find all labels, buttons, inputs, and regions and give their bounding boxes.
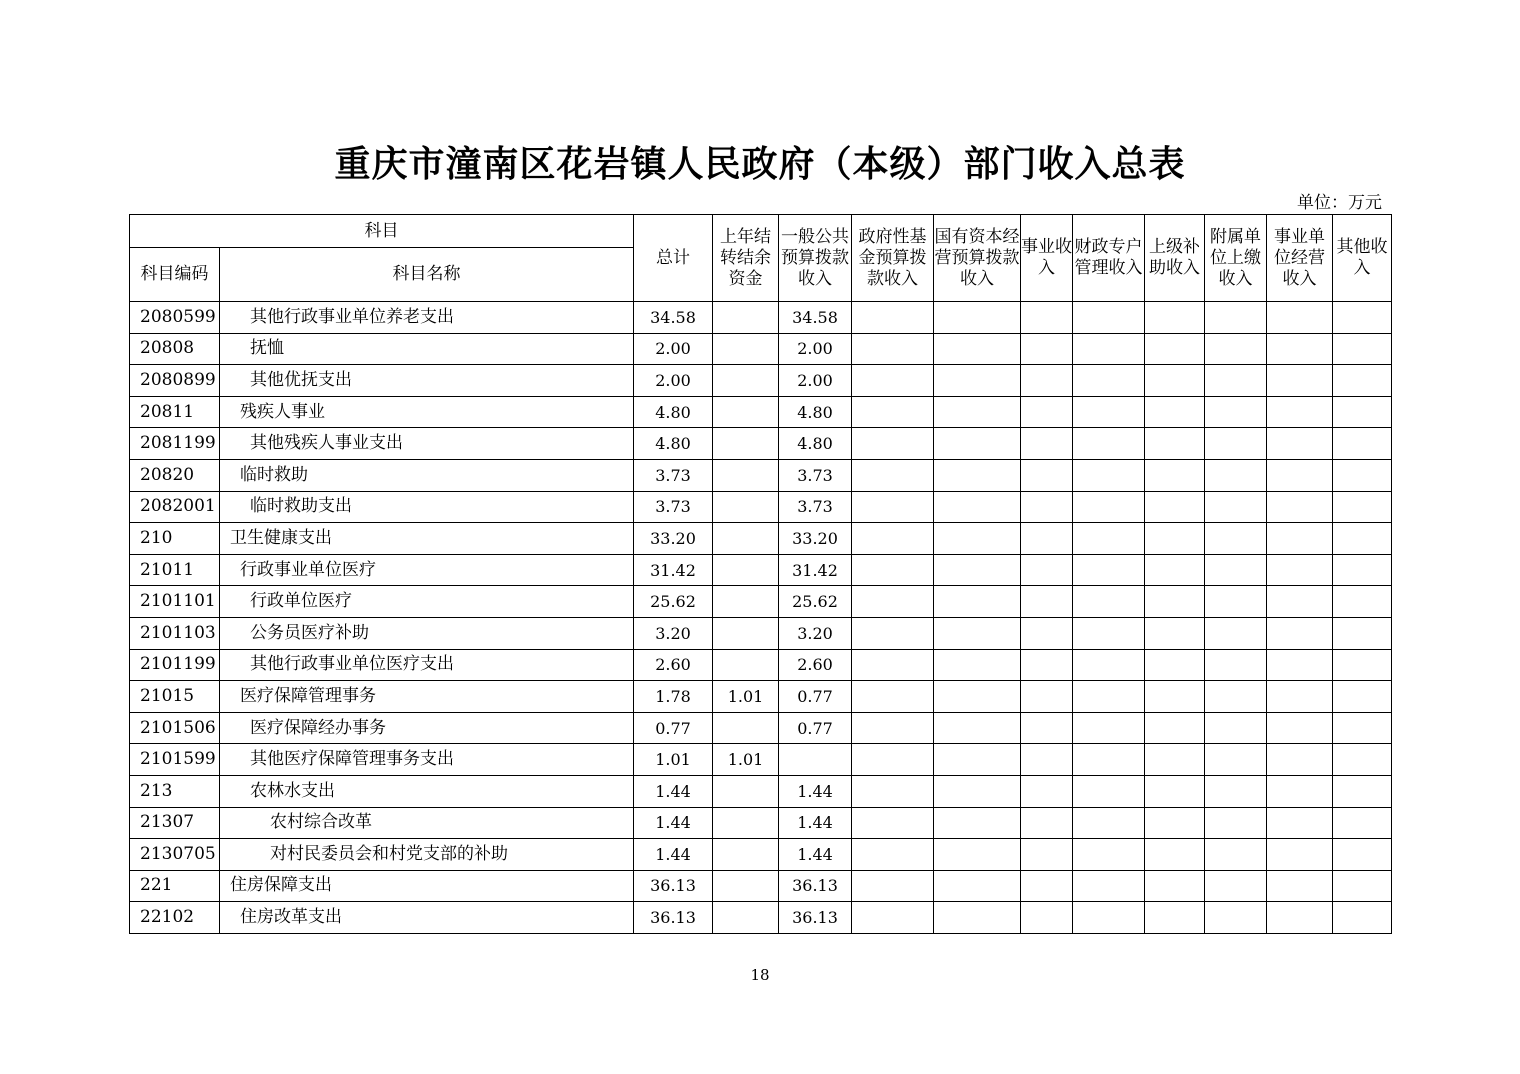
cell-code: 2101506	[130, 712, 220, 744]
table-row	[130, 428, 1392, 460]
cell-general-budget: 1.44	[779, 807, 852, 839]
header-total: 总计	[634, 215, 713, 302]
cell-fiscal-account	[1073, 523, 1145, 555]
cell-superior-subsidy	[1145, 554, 1205, 586]
cell-unit-operation	[1267, 491, 1333, 523]
cell-code: 2101103	[130, 617, 220, 649]
cell-other-income	[1333, 396, 1392, 428]
cell-business-income	[1021, 428, 1073, 460]
cell-general-budget: 2.00	[779, 365, 852, 397]
cell-superior-subsidy	[1145, 396, 1205, 428]
income-summary-table	[129, 214, 1392, 934]
cell-affiliated-remit	[1205, 681, 1267, 713]
cell-affiliated-remit	[1205, 617, 1267, 649]
cell-total: 1.01	[634, 744, 713, 776]
header-gov-fund: 政府性基金预算拨款收入	[852, 215, 934, 302]
cell-total: 31.42	[634, 554, 713, 586]
cell-other-income	[1333, 554, 1392, 586]
cell-carryover	[713, 775, 779, 807]
cell-affiliated-remit	[1205, 839, 1267, 871]
cell-total: 2.00	[634, 365, 713, 397]
cell-state-capital	[934, 523, 1021, 555]
cell-business-income	[1021, 712, 1073, 744]
cell-other-income	[1333, 333, 1392, 365]
table-row	[130, 554, 1392, 586]
cell-other-income	[1333, 712, 1392, 744]
cell-name: 其他优抚支出	[220, 365, 634, 397]
table-row	[130, 365, 1392, 397]
cell-gov-fund	[852, 365, 934, 397]
cell-code: 210	[130, 523, 220, 555]
cell-unit-operation	[1267, 523, 1333, 555]
header-code: 科目编码	[130, 248, 220, 302]
cell-total: 1.44	[634, 807, 713, 839]
table-row	[130, 523, 1392, 555]
cell-code: 2101101	[130, 586, 220, 618]
cell-general-budget: 4.80	[779, 396, 852, 428]
cell-carryover	[713, 839, 779, 871]
table-row	[130, 870, 1392, 902]
cell-business-income	[1021, 870, 1073, 902]
cell-business-income	[1021, 491, 1073, 523]
cell-gov-fund	[852, 775, 934, 807]
cell-total: 2.60	[634, 649, 713, 681]
cell-gov-fund	[852, 870, 934, 902]
cell-fiscal-account	[1073, 459, 1145, 491]
cell-fiscal-account	[1073, 870, 1145, 902]
cell-superior-subsidy	[1145, 491, 1205, 523]
cell-unit-operation	[1267, 870, 1333, 902]
cell-fiscal-account	[1073, 712, 1145, 744]
cell-total: 33.20	[634, 523, 713, 555]
cell-superior-subsidy	[1145, 902, 1205, 934]
cell-superior-subsidy	[1145, 617, 1205, 649]
cell-code: 20820	[130, 459, 220, 491]
cell-name: 农村综合改革	[220, 807, 634, 839]
cell-superior-subsidy	[1145, 839, 1205, 871]
cell-affiliated-remit	[1205, 712, 1267, 744]
cell-name: 住房改革支出	[220, 902, 634, 934]
cell-state-capital	[934, 333, 1021, 365]
cell-name: 残疾人事业	[220, 396, 634, 428]
header-subject: 科目	[130, 215, 634, 248]
cell-name: 卫生健康支出	[220, 523, 634, 555]
cell-gov-fund	[852, 586, 934, 618]
cell-affiliated-remit	[1205, 586, 1267, 618]
cell-fiscal-account	[1073, 807, 1145, 839]
cell-affiliated-remit	[1205, 302, 1267, 334]
cell-business-income	[1021, 775, 1073, 807]
cell-superior-subsidy	[1145, 712, 1205, 744]
cell-unit-operation	[1267, 586, 1333, 618]
cell-fiscal-account	[1073, 333, 1145, 365]
page-title: 重庆市潼南区花岩镇人民政府（本级）部门收入总表	[334, 143, 1186, 185]
cell-unit-operation	[1267, 428, 1333, 460]
cell-carryover	[713, 554, 779, 586]
header-unit-operation: 事业单位经营收入	[1267, 215, 1333, 302]
cell-state-capital	[934, 554, 1021, 586]
cell-gov-fund	[852, 333, 934, 365]
cell-code: 21015	[130, 681, 220, 713]
cell-name: 其他医疗保障管理事务支出	[220, 744, 634, 776]
cell-total: 0.77	[634, 712, 713, 744]
cell-gov-fund	[852, 491, 934, 523]
cell-superior-subsidy	[1145, 365, 1205, 397]
cell-state-capital	[934, 396, 1021, 428]
table-row	[130, 459, 1392, 491]
cell-name: 临时救助	[220, 459, 634, 491]
cell-general-budget: 0.77	[779, 712, 852, 744]
cell-affiliated-remit	[1205, 459, 1267, 491]
cell-total: 1.78	[634, 681, 713, 713]
cell-carryover: 1.01	[713, 744, 779, 776]
cell-carryover	[713, 459, 779, 491]
cell-other-income	[1333, 649, 1392, 681]
cell-gov-fund	[852, 807, 934, 839]
cell-other-income	[1333, 491, 1392, 523]
cell-other-income	[1333, 586, 1392, 618]
cell-other-income	[1333, 775, 1392, 807]
cell-gov-fund	[852, 396, 934, 428]
cell-state-capital	[934, 807, 1021, 839]
cell-carryover	[713, 902, 779, 934]
cell-business-income	[1021, 744, 1073, 776]
table-row	[130, 775, 1392, 807]
cell-general-budget	[779, 744, 852, 776]
unit-label: 单位：万元	[1297, 193, 1382, 213]
cell-gov-fund	[852, 617, 934, 649]
cell-general-budget: 33.20	[779, 523, 852, 555]
cell-state-capital	[934, 775, 1021, 807]
table-row	[130, 491, 1392, 523]
cell-gov-fund	[852, 681, 934, 713]
cell-gov-fund	[852, 839, 934, 871]
cell-carryover	[713, 617, 779, 649]
cell-unit-operation	[1267, 617, 1333, 649]
cell-state-capital	[934, 459, 1021, 491]
cell-name: 其他行政事业单位养老支出	[220, 302, 634, 334]
cell-state-capital	[934, 681, 1021, 713]
cell-superior-subsidy	[1145, 586, 1205, 618]
cell-superior-subsidy	[1145, 744, 1205, 776]
cell-total: 3.73	[634, 459, 713, 491]
cell-total: 4.80	[634, 396, 713, 428]
cell-gov-fund	[852, 744, 934, 776]
cell-superior-subsidy	[1145, 649, 1205, 681]
cell-superior-subsidy	[1145, 302, 1205, 334]
cell-name: 住房保障支出	[220, 870, 634, 902]
header-superior-subsidy: 上级补助收入	[1145, 215, 1205, 302]
cell-name: 对村民委员会和村党支部的补助	[220, 839, 634, 871]
cell-affiliated-remit	[1205, 428, 1267, 460]
cell-total: 1.44	[634, 839, 713, 871]
cell-fiscal-account	[1073, 554, 1145, 586]
cell-unit-operation	[1267, 712, 1333, 744]
header-business-income: 事业收入	[1021, 215, 1073, 302]
cell-name: 医疗保障管理事务	[220, 681, 634, 713]
cell-business-income	[1021, 902, 1073, 934]
cell-state-capital	[934, 744, 1021, 776]
cell-carryover: 1.01	[713, 681, 779, 713]
cell-code: 2081199	[130, 428, 220, 460]
cell-fiscal-account	[1073, 649, 1145, 681]
cell-unit-operation	[1267, 839, 1333, 871]
cell-code: 2082001	[130, 491, 220, 523]
cell-total: 36.13	[634, 870, 713, 902]
cell-name: 其他行政事业单位医疗支出	[220, 649, 634, 681]
cell-fiscal-account	[1073, 775, 1145, 807]
cell-unit-operation	[1267, 681, 1333, 713]
cell-business-income	[1021, 302, 1073, 334]
cell-business-income	[1021, 586, 1073, 618]
cell-fiscal-account	[1073, 839, 1145, 871]
cell-affiliated-remit	[1205, 491, 1267, 523]
cell-general-budget: 2.60	[779, 649, 852, 681]
header-other-income: 其他收入	[1333, 215, 1392, 302]
cell-carryover	[713, 712, 779, 744]
cell-business-income	[1021, 681, 1073, 713]
cell-unit-operation	[1267, 902, 1333, 934]
cell-unit-operation	[1267, 333, 1333, 365]
cell-superior-subsidy	[1145, 523, 1205, 555]
cell-carryover	[713, 649, 779, 681]
cell-affiliated-remit	[1205, 523, 1267, 555]
cell-name: 农林水支出	[220, 775, 634, 807]
cell-carryover	[713, 586, 779, 618]
cell-business-income	[1021, 807, 1073, 839]
cell-unit-operation	[1267, 459, 1333, 491]
cell-fiscal-account	[1073, 491, 1145, 523]
cell-fiscal-account	[1073, 681, 1145, 713]
cell-state-capital	[934, 839, 1021, 871]
cell-fiscal-account	[1073, 744, 1145, 776]
cell-gov-fund	[852, 302, 934, 334]
cell-superior-subsidy	[1145, 459, 1205, 491]
cell-general-budget: 2.00	[779, 333, 852, 365]
cell-business-income	[1021, 365, 1073, 397]
page-number: 18	[750, 966, 770, 984]
cell-unit-operation	[1267, 649, 1333, 681]
cell-code: 2101199	[130, 649, 220, 681]
cell-total: 1.44	[634, 775, 713, 807]
cell-affiliated-remit	[1205, 396, 1267, 428]
cell-carryover	[713, 870, 779, 902]
cell-name: 行政单位医疗	[220, 586, 634, 618]
cell-other-income	[1333, 681, 1392, 713]
cell-other-income	[1333, 902, 1392, 934]
header-state-capital: 国有资本经营预算拨款收入	[934, 215, 1021, 302]
cell-fiscal-account	[1073, 396, 1145, 428]
cell-business-income	[1021, 617, 1073, 649]
cell-other-income	[1333, 807, 1392, 839]
table-row	[130, 681, 1392, 713]
cell-gov-fund	[852, 428, 934, 460]
table-row	[130, 744, 1392, 776]
cell-state-capital	[934, 617, 1021, 649]
table-row	[130, 586, 1392, 618]
cell-superior-subsidy	[1145, 870, 1205, 902]
cell-general-budget: 1.44	[779, 775, 852, 807]
cell-state-capital	[934, 302, 1021, 334]
cell-general-budget: 31.42	[779, 554, 852, 586]
cell-affiliated-remit	[1205, 902, 1267, 934]
cell-name: 抚恤	[220, 333, 634, 365]
cell-affiliated-remit	[1205, 365, 1267, 397]
cell-unit-operation	[1267, 302, 1333, 334]
cell-name: 医疗保障经办事务	[220, 712, 634, 744]
cell-superior-subsidy	[1145, 807, 1205, 839]
cell-business-income	[1021, 333, 1073, 365]
table-row	[130, 617, 1392, 649]
cell-other-income	[1333, 428, 1392, 460]
cell-business-income	[1021, 839, 1073, 871]
cell-affiliated-remit	[1205, 649, 1267, 681]
cell-code: 21011	[130, 554, 220, 586]
cell-other-income	[1333, 365, 1392, 397]
cell-total: 3.73	[634, 491, 713, 523]
cell-fiscal-account	[1073, 428, 1145, 460]
cell-code: 2130705	[130, 839, 220, 871]
cell-code: 2080899	[130, 365, 220, 397]
cell-general-budget: 4.80	[779, 428, 852, 460]
table-row	[130, 807, 1392, 839]
cell-business-income	[1021, 523, 1073, 555]
cell-state-capital	[934, 870, 1021, 902]
cell-carryover	[713, 807, 779, 839]
cell-state-capital	[934, 712, 1021, 744]
cell-superior-subsidy	[1145, 333, 1205, 365]
table-row	[130, 302, 1392, 334]
cell-general-budget: 0.77	[779, 681, 852, 713]
cell-code: 213	[130, 775, 220, 807]
cell-affiliated-remit	[1205, 775, 1267, 807]
cell-code: 20808	[130, 333, 220, 365]
cell-total: 25.62	[634, 586, 713, 618]
header-affiliated-remit: 附属单位上缴收入	[1205, 215, 1267, 302]
cell-code: 2080599	[130, 302, 220, 334]
cell-state-capital	[934, 365, 1021, 397]
cell-other-income	[1333, 744, 1392, 776]
cell-affiliated-remit	[1205, 333, 1267, 365]
cell-carryover	[713, 333, 779, 365]
header-general-budget: 一般公共预算拨款收入	[779, 215, 852, 302]
header-name: 科目名称	[220, 248, 634, 302]
cell-affiliated-remit	[1205, 744, 1267, 776]
cell-state-capital	[934, 586, 1021, 618]
cell-other-income	[1333, 459, 1392, 491]
cell-total: 3.20	[634, 617, 713, 649]
cell-superior-subsidy	[1145, 428, 1205, 460]
cell-other-income	[1333, 617, 1392, 649]
cell-affiliated-remit	[1205, 807, 1267, 839]
cell-gov-fund	[852, 523, 934, 555]
cell-affiliated-remit	[1205, 554, 1267, 586]
cell-state-capital	[934, 649, 1021, 681]
cell-fiscal-account	[1073, 365, 1145, 397]
cell-business-income	[1021, 554, 1073, 586]
cell-total: 2.00	[634, 333, 713, 365]
table-row	[130, 396, 1392, 428]
cell-general-budget: 3.73	[779, 459, 852, 491]
cell-total: 34.58	[634, 302, 713, 334]
cell-carryover	[713, 491, 779, 523]
table-row	[130, 902, 1392, 934]
cell-code: 221	[130, 870, 220, 902]
cell-state-capital	[934, 428, 1021, 460]
cell-unit-operation	[1267, 744, 1333, 776]
cell-state-capital	[934, 491, 1021, 523]
cell-general-budget: 36.13	[779, 902, 852, 934]
cell-business-income	[1021, 649, 1073, 681]
cell-name: 行政事业单位医疗	[220, 554, 634, 586]
cell-unit-operation	[1267, 365, 1333, 397]
cell-other-income	[1333, 523, 1392, 555]
cell-gov-fund	[852, 649, 934, 681]
cell-other-income	[1333, 302, 1392, 334]
table-row	[130, 333, 1392, 365]
cell-general-budget: 34.58	[779, 302, 852, 334]
cell-name: 公务员医疗补助	[220, 617, 634, 649]
cell-carryover	[713, 302, 779, 334]
cell-total: 4.80	[634, 428, 713, 460]
cell-gov-fund	[852, 902, 934, 934]
cell-general-budget: 25.62	[779, 586, 852, 618]
cell-unit-operation	[1267, 396, 1333, 428]
cell-carryover	[713, 396, 779, 428]
cell-other-income	[1333, 839, 1392, 871]
cell-gov-fund	[852, 459, 934, 491]
cell-name: 临时救助支出	[220, 491, 634, 523]
cell-gov-fund	[852, 712, 934, 744]
cell-fiscal-account	[1073, 617, 1145, 649]
cell-code: 2101599	[130, 744, 220, 776]
cell-business-income	[1021, 459, 1073, 491]
cell-carryover	[713, 523, 779, 555]
cell-general-budget: 36.13	[779, 870, 852, 902]
cell-fiscal-account	[1073, 302, 1145, 334]
cell-general-budget: 3.73	[779, 491, 852, 523]
cell-gov-fund	[852, 554, 934, 586]
header-fiscal-account: 财政专户管理收入	[1073, 215, 1145, 302]
cell-superior-subsidy	[1145, 681, 1205, 713]
cell-carryover	[713, 365, 779, 397]
cell-unit-operation	[1267, 775, 1333, 807]
header-carryover: 上年结转结余资金	[713, 215, 779, 302]
cell-unit-operation	[1267, 554, 1333, 586]
cell-total: 36.13	[634, 902, 713, 934]
cell-code: 20811	[130, 396, 220, 428]
table-row	[130, 839, 1392, 871]
cell-code: 21307	[130, 807, 220, 839]
table-row	[130, 712, 1392, 744]
table-row	[130, 649, 1392, 681]
cell-affiliated-remit	[1205, 870, 1267, 902]
cell-name: 其他残疾人事业支出	[220, 428, 634, 460]
cell-carryover	[713, 428, 779, 460]
cell-superior-subsidy	[1145, 775, 1205, 807]
cell-fiscal-account	[1073, 586, 1145, 618]
cell-other-income	[1333, 870, 1392, 902]
cell-general-budget: 3.20	[779, 617, 852, 649]
cell-state-capital	[934, 902, 1021, 934]
cell-general-budget: 1.44	[779, 839, 852, 871]
cell-unit-operation	[1267, 807, 1333, 839]
cell-fiscal-account	[1073, 902, 1145, 934]
cell-code: 22102	[130, 902, 220, 934]
cell-business-income	[1021, 396, 1073, 428]
